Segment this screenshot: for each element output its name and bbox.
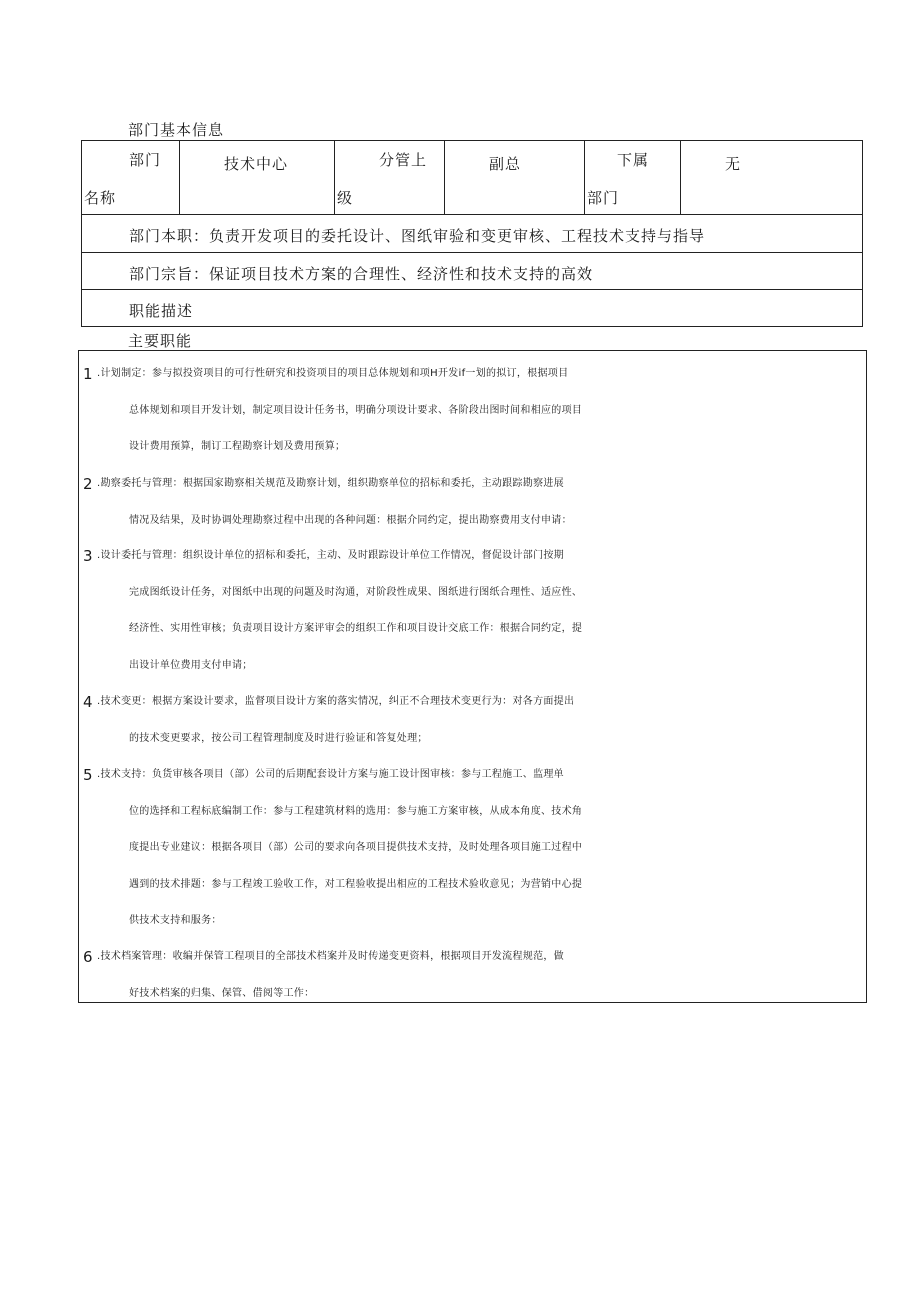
- superior-label-a: 分管上: [379, 151, 428, 169]
- basic-info-title: 部门基本信息: [128, 121, 225, 139]
- duty-line: 情况及结果，及时协调处理勘察过程中出现的各种问题：根据介同约定，提出勘察费用支付申请：: [129, 514, 572, 526]
- dept-name-label-cell: [82, 141, 180, 214]
- duty-line: .技术支持：负货审核各项目（部）公司的后期配套设计方案与施工设计图审核：参与工程施工、监理单: [97, 769, 564, 780]
- duty-line: 好技术档案的归集、保管、借阅等工作：: [129, 987, 315, 999]
- subordinate-value-cell: [681, 141, 862, 214]
- responsibility-row: [82, 215, 862, 253]
- subordinate-label-cell: [585, 141, 681, 214]
- duty-number: 2: [83, 475, 93, 493]
- superior-label-cell: [335, 141, 445, 214]
- subordinate-label-a: 下属: [617, 151, 650, 169]
- duty-line: 总体规划和项目开发计划，制定项目设计任务书，明确分项设计要求、各阶段出图时间和相应的项目: [129, 404, 583, 416]
- duty-number: 5: [83, 766, 93, 784]
- main-duties-box: [78, 350, 867, 1003]
- duty-line: 遇到的技术排题：参与工程竣工验收工作，对工程验收提出相应的工程技术验收意见；为营销中心提: [129, 878, 583, 890]
- info-header-row: [82, 141, 862, 215]
- duty-number: 6: [83, 948, 93, 966]
- duty-line: .技术变更：根据方案设计要求，监督项目设计方案的落实情况，纠正不合理技术变更行为：对各方面提出: [97, 696, 575, 707]
- duty-line: 位的选择和工程标底编制工作：参与工程建筑材料的选用：参与施工方案审核，从成本角度、技术角: [129, 805, 583, 817]
- dept-name-label-b: 名称: [84, 189, 117, 207]
- superior-label-b: 级: [337, 189, 354, 207]
- duty-line: 经济性、实用性审核；负责项目设计方案评审会的组织工作和项目设计交底工作：根据合同约定，提: [129, 623, 583, 634]
- duty-text: [97, 939, 866, 1012]
- subordinate-label-b: 部门: [587, 189, 620, 207]
- function-desc-row: [82, 290, 862, 326]
- duty-text: [97, 757, 866, 940]
- superior-value-cell: [445, 141, 585, 214]
- duty-line: 度提出专业建议：根据各项目（部）公司的要求向各项目提供技术支持，及时处理各项目施工过程中: [129, 842, 583, 853]
- duty-line: 出设计单位费用支付申请；: [129, 659, 253, 671]
- purpose-row: [82, 253, 862, 290]
- dept-name-value: 技术中心: [224, 155, 289, 173]
- superior-value: 副总: [489, 155, 522, 173]
- duty-line: .计划制定：参与拟投资项目的可行性研究和投资项目的项目总体规划和项H开发if一划的拟订，根据项目: [97, 368, 569, 379]
- duty-number: 1: [83, 365, 93, 383]
- duty-text: [97, 538, 866, 684]
- subordinate-value: 无: [725, 155, 742, 173]
- duty-line: 设计费用预算，制订工程勘察计划及费用预算；: [129, 441, 346, 452]
- duty-line: .勘察委托与管理：根据国家勘察相关规范及勘察计划，组织勘察单位的招标和委托，主动跟踪勘察进展: [97, 478, 564, 489]
- dept-name-label-a: 部门: [129, 151, 162, 169]
- duty-number: 4: [83, 693, 93, 711]
- basic-info-table: [81, 140, 863, 327]
- duty-line: .设计委托与管理：组织设计单位的招标和委托，主动、及时跟踪设计单位工作情况，督促设计部门按期: [97, 550, 564, 561]
- dept-name-value-cell: [180, 141, 335, 214]
- duty-line: 的技术变更要求，按公司工程管理制度及时进行验证和答复处理；: [129, 732, 428, 744]
- duty-text: [97, 356, 866, 466]
- duty-line: 供技术支持和服务：: [129, 915, 222, 926]
- duty-line: 完成图纸设计任务，对图纸中出现的问题及时沟通，对阶段性成果、图纸进行图纸合理性、适应性、: [129, 586, 583, 598]
- duty-line: .技术档案管理：收编并保管工程项目的全部技术档案并及时传递变更资料，根据项目开发流程规范，做: [97, 951, 564, 962]
- purpose-text: 部门宗旨：保证项目技术方案的合理性、经济性和技术支持的高效: [129, 265, 594, 283]
- duty-text: [97, 466, 866, 539]
- duty-text: [97, 684, 866, 757]
- responsibility-text: 部门本职：负责开发项目的委托设计、图纸审验和变更审核、工程技术支持与指导: [129, 227, 706, 245]
- duty-number: 3: [83, 547, 93, 565]
- function-desc-text: 职能描述: [129, 302, 194, 320]
- main-duties-title: 主要职能: [128, 332, 193, 350]
